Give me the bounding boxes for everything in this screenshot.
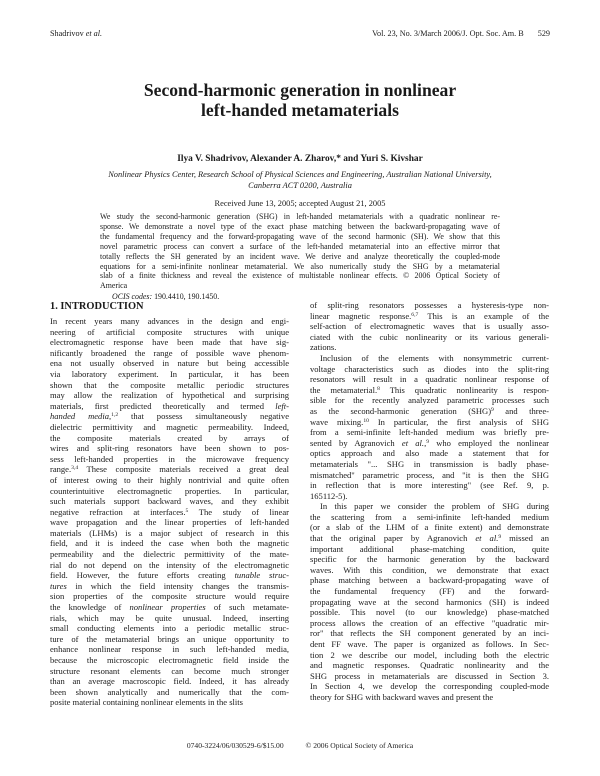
- text-line: the composite materials created by arrays of: [50, 432, 289, 443]
- text-line: In Section 4, we develop the corresponding coupled-mode: [310, 681, 549, 692]
- text-line: because the microscopic electromagnetic field inside the: [50, 655, 289, 665]
- text-line: the fundamental frequency (FF) and the forward-: [310, 586, 549, 597]
- ref-marker: 9: [426, 438, 430, 445]
- running-head: [50, 29, 550, 41]
- text-line: In this paper we consider the problem of SHG during: [320, 501, 549, 512]
- text-line: self-action of electromagnetic waves that is usually asso-: [310, 321, 549, 332]
- abstract: [100, 212, 500, 302]
- paper-title: Second-harmonic generation in nonlinear left-handed metamaterials: [143, 80, 457, 120]
- text-line: counterintuitive electromagnetic properties. In particular,: [50, 485, 289, 496]
- text-line: field. However, the future efforts creating tunable struc-: [50, 570, 289, 581]
- abstract-line: We study the second-harmonic generation (SHG) in left-handed metamaterials with a quadratic nonlinear re-: [100, 212, 500, 221]
- text-line: possible. This novel (to our knowledge) phase-matched: [310, 607, 549, 618]
- text-line: theory for SHG with backward waves and present the: [310, 691, 494, 702]
- abstract-line: slab of a finite thickness and reveal the existence of multistable nonlinear effects. © 2006 Optical Society of: [100, 271, 500, 281]
- text-line: tures in which the field intensity changes the transmis-: [50, 580, 289, 591]
- ref-marker: 9: [498, 534, 502, 541]
- right-column: [310, 300, 549, 703]
- text-line: been shown analytically and numerically that the com-: [50, 686, 289, 697]
- text-line: linear magnetic response.$^{6,7}$ This is an example of the: [310, 310, 549, 321]
- text-line: SHG process in metamaterials are discussed in Section 3.: [310, 670, 549, 681]
- text-line-with-ref: handed media,$^{1,2}$ that possess simultaneously negative: [50, 411, 289, 422]
- text-line: 165112-5).: [310, 490, 348, 501]
- text-line: nificantly broadened the range of possible wave phenom-: [50, 347, 289, 358]
- text-line: of split-ring resonators possesses a hysteresis-type non-: [310, 300, 549, 310]
- text-line: phase matching between a backward-propagating wave of: [310, 575, 549, 586]
- text-line: ciated with the cubic nonlinearity or its various generali-: [310, 331, 549, 342]
- text-line: wave propagation and the linear properties of left-handed: [50, 517, 289, 528]
- text-line: small conducting elements into a periodic metallic struc-: [50, 623, 289, 634]
- text-line: the metamaterial.$^8$ This quadratic nonlinearity is respon-: [310, 384, 550, 395]
- page-footer: [50, 741, 550, 750]
- article-code: 0740-3224/06/030529-6/$15.00: [186, 741, 284, 750]
- intro-paragraph: [50, 316, 289, 708]
- author-list: Ilya V. Shadrivov, Alexander A. Zharov,* and Yuri S. Kivshar: [177, 154, 423, 164]
- text-line: dent FF wave. The paper is organized as follows. In Sec-: [310, 639, 549, 649]
- text-line: materials (LHMs) is a major subject of research in this: [50, 527, 289, 538]
- text-line: wave mixing.$^{10}$ In particular, the first analysis of SHG: [310, 416, 549, 427]
- text-line: neering of artificial composite structures with unique: [50, 326, 289, 337]
- text-line: the scattering from a semi-infinite left-handed medium: [310, 511, 549, 522]
- text-line: electromagnetic response have been made that have sig-: [50, 337, 289, 348]
- abstract-line: sponse. We demonstrate a novel type of the exact phase matching between the backward-propagating wave of: [100, 221, 500, 231]
- text-line: optics approach and also made a statement that for: [310, 448, 549, 459]
- text-line: sible for the recently analyzed parametric processes such: [310, 395, 549, 406]
- ref-marker: 10: [363, 417, 369, 424]
- ref-marker: 1,2: [111, 412, 119, 419]
- text-line: from a semi-infinite left-handed medium was briefly pre-: [310, 427, 549, 438]
- text-line: structure resonant elements can become much stronger: [50, 665, 289, 676]
- text-line: such materials support backward waves, and they exhibit: [50, 496, 289, 507]
- ref-marker: 6,7: [411, 311, 419, 318]
- section-heading-introduction: 1. INTRODUCTION: [50, 301, 144, 312]
- text-line: sess left-handed properties in the microwave frequency: [50, 453, 289, 464]
- text-line: negative refraction at interfaces.$^5$ The study of linear: [50, 506, 289, 517]
- text-line: In recent years many advances in the design and engi-: [50, 316, 289, 326]
- text-line: may allow the realization of hypothetical and surprising: [50, 390, 289, 401]
- text-line: posite material containing nonlinear elements in the slits: [50, 697, 243, 708]
- text-line: resonators will result in a quadratic nonlinear response of: [310, 374, 549, 385]
- abstract-line: the fundamental frequency and the forward-propagating wave of the second harmonic (SH). We show that this: [100, 231, 500, 241]
- text-line: via laboratory experiment. In particular, it has been: [50, 368, 289, 379]
- abstract-line: equations for a semi-infinite nonlinear metamaterial. We also numerically study the SHG by a metamaterial: [100, 261, 500, 271]
- text-line: range.$^{3,4}$ These composite materials received a great deal: [50, 464, 289, 475]
- text-line: voltage characteristics such as diodes into the split-ring: [310, 363, 549, 374]
- text-line: rial do not depend on the intensity of the electromagnetic: [50, 559, 289, 570]
- text-line: materials, first predicted theoretically and termed left-: [50, 400, 289, 411]
- text-line: permeability and the dielectric permittivity of the mate-: [50, 549, 289, 560]
- copyright: © 2006 Optical Society of America: [305, 741, 414, 750]
- text-line: dielectric permittivity and magnetic permeability. Indeed,: [50, 421, 289, 432]
- text-line: wires and split-ring resonators have been shown to pos-: [50, 443, 289, 454]
- ref-marker: 9: [491, 406, 494, 413]
- left-column: [50, 300, 289, 708]
- text-line: zations.: [310, 342, 337, 353]
- affiliation: Nonlinear Physics Center, Research School of Physical Sciences and Engineering, Australian National University, Canberra ACT 0200, Australia: [108, 170, 492, 190]
- page-number: 529: [537, 29, 550, 38]
- text-line: specific for the harmonic generation by the backward: [310, 554, 549, 565]
- ref-marker: 8: [377, 385, 380, 392]
- received-dates: Received June 13, 2005; accepted August 21, 2005: [214, 199, 386, 208]
- text-line: shown that the composite metallic periodic structures: [50, 379, 289, 390]
- ref-marker: 3,4: [71, 465, 79, 472]
- text-line: sion properties of the composite structure would require: [50, 591, 289, 602]
- text-line: as the second-harmonic generation (SHG)$^9$ and three-: [310, 405, 549, 416]
- text-line: ror" that reflects the SH component generated by an inci-: [310, 628, 549, 639]
- abstract-line: totally reflects the SH generated by an incident wave. We derive and analyze theoretically the coupled-mode: [100, 251, 500, 261]
- text-line: tion 2 we describe our model, including both the electric: [310, 649, 549, 660]
- text-line: Inclusion of the elements with nonsymmetric current-: [320, 352, 549, 363]
- text-line: and magnetic responses. Quadratic nonlinearity and the: [310, 660, 549, 671]
- text-line: rials, which may be quite unusual. Indeed, inserting: [50, 612, 289, 623]
- text-line: important additional phase-matching condition, quite: [310, 543, 549, 554]
- text-line: metamaterials "... SHG in transmission is badly phase-: [310, 458, 549, 469]
- running-head-journal: Vol. 23, No. 3/March 2006/J. Opt. Soc. Am. B 529: [372, 29, 550, 38]
- text-line: in reflection that is more interesting" (see Ref. 9, p.: [310, 480, 549, 491]
- text-line: waves. With this condition, we demonstrate that exact: [310, 564, 549, 575]
- text-line: of interest owing to their highly nontrivial and quite often: [50, 474, 289, 485]
- abstract-line: America: [100, 281, 128, 291]
- text-line: the knowledge of nonlinear properties of such metamate-: [50, 602, 289, 613]
- text-line: ena not usually observed in nature but being accessible: [50, 358, 289, 369]
- text-line: mismatched" parametric process, and "it is then the SHG: [310, 469, 549, 480]
- ocis-codes: OCIS codes: 190.4410, 190.1450.: [112, 292, 220, 302]
- abstract-line: novel parametric process can convert a surface of the left-handed metamaterial into an effective mirror that: [100, 241, 500, 251]
- running-head-author: Shadrivov et al.: [50, 29, 103, 38]
- text-line: ture of the metamaterial brings an unique opportunity to: [50, 633, 289, 644]
- text-line: than an average macroscopic field. Indeed, it has already: [50, 676, 289, 687]
- ref-marker: 5: [185, 507, 189, 514]
- text-line: that the original paper by Agranovich et al.$^9$ missed an: [310, 533, 549, 544]
- text-line: enhance nonlinear response in such left-handed media,: [50, 644, 289, 655]
- text-line: sented by Agranovich et al.,$^9$ who employed the nonlinear: [310, 437, 550, 448]
- text-line: field, and it is indeed the case when both the magnetic: [50, 538, 289, 549]
- text-line: propagating wave at the second harmonics (SH) is indeed: [310, 596, 549, 607]
- text-line: (or a slab of the LHM of a finite extent) and demonstrate: [310, 522, 549, 533]
- text-line: process allows the creation of an effective "quadratic mir-: [310, 617, 549, 628]
